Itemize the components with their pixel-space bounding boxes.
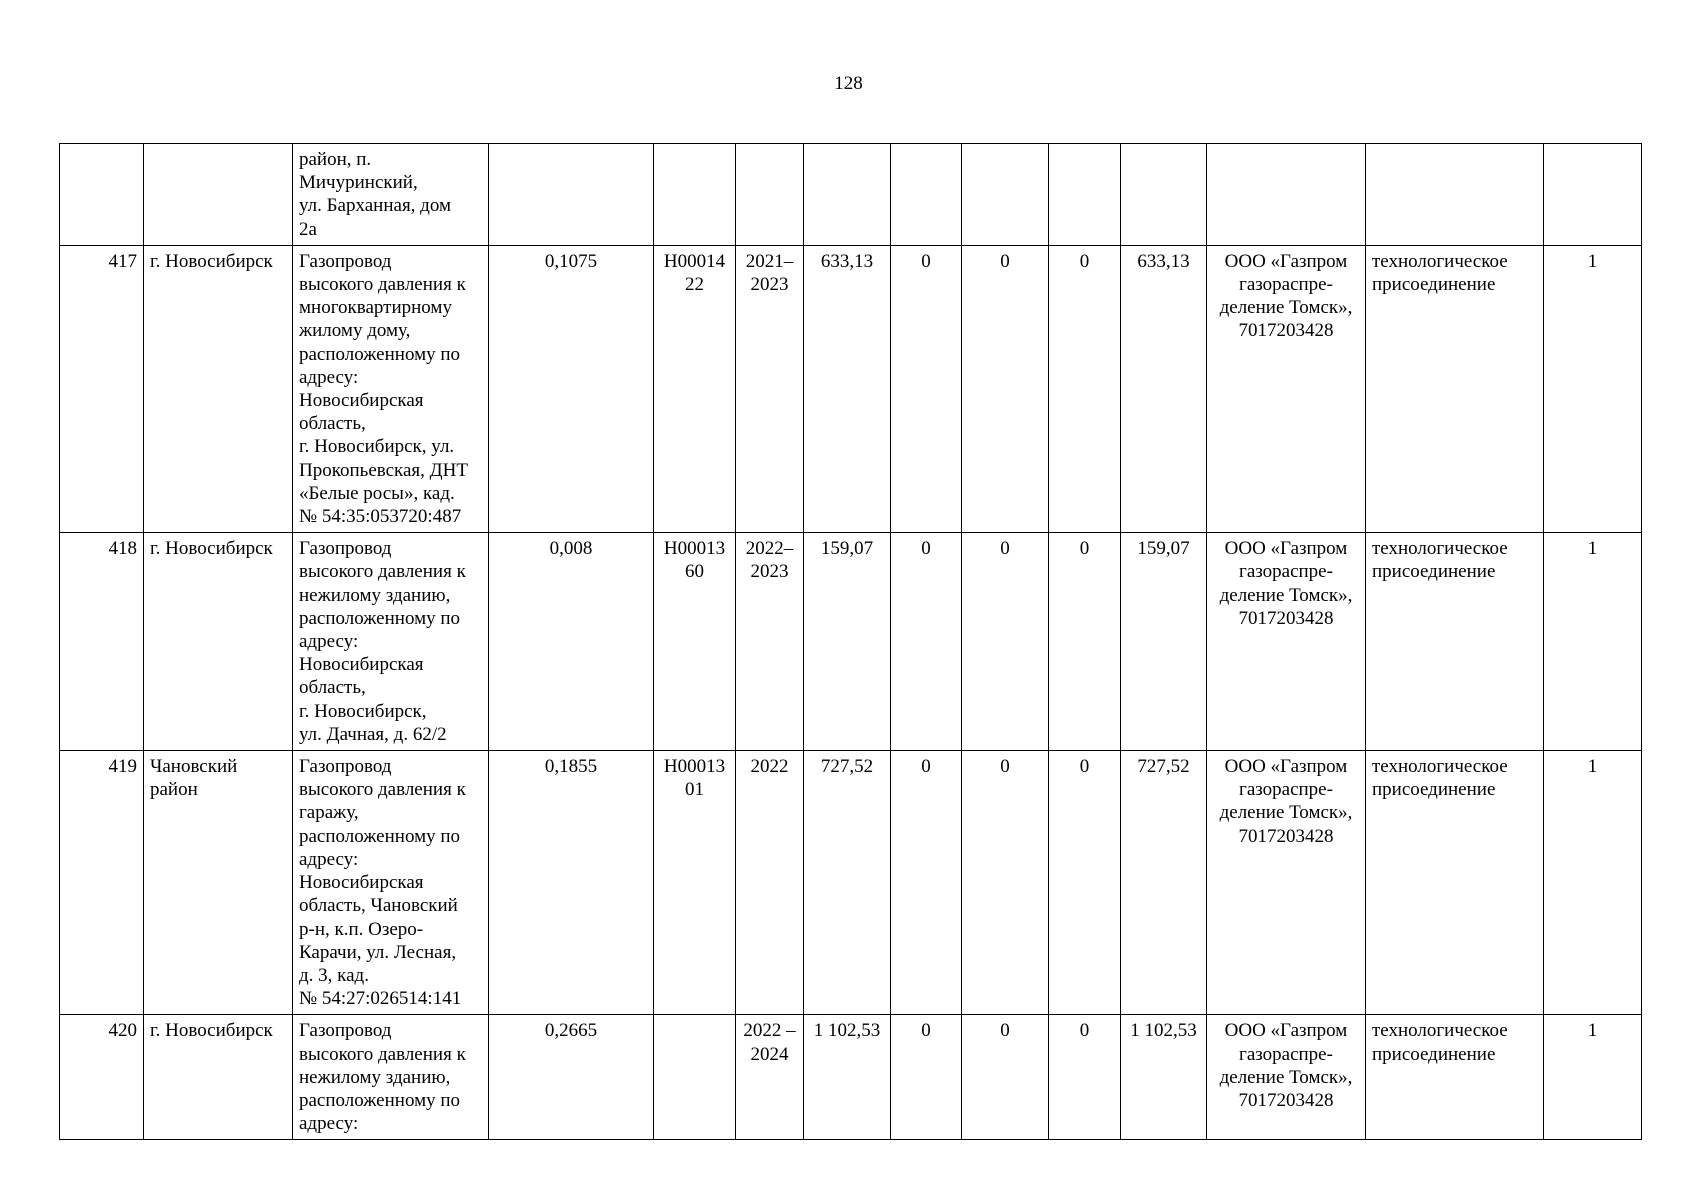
value-cell-2 (962, 144, 1049, 246)
object-text: Газопровод высокого давления к нежилому зданию, расположенному по адресу: Новосибирская область, г. Новосибирск, ул. Дачная, д. 62/2 (299, 538, 466, 745)
code-text: Н00014 22 (663, 250, 726, 296)
project-code-cell (654, 751, 736, 1015)
c4-text: 727,52 (1137, 756, 1190, 778)
c2-text: 0 (1000, 538, 1010, 560)
value-cell-1 (891, 533, 962, 751)
c1-text: 0 (921, 1020, 931, 1042)
total-cost-cell (804, 533, 891, 751)
period-cell (736, 1015, 804, 1140)
value-cell-2 (962, 751, 1049, 1015)
row-number-cell (60, 751, 144, 1015)
value-cell-3 (1049, 751, 1121, 1015)
c1-text: 0 (921, 538, 931, 560)
total-text: 727,52 (820, 756, 874, 778)
length-cell (489, 1015, 654, 1140)
length-cell (489, 533, 654, 751)
table-body (60, 144, 1642, 1140)
value-cell-4 (1121, 245, 1207, 532)
length-text: 0,1855 (544, 756, 598, 778)
purpose-cell (1366, 751, 1544, 1015)
last-text: 1 (1587, 250, 1598, 272)
period-cell (736, 533, 804, 751)
district-text: Чановский район (150, 756, 238, 801)
last-column-cell (1544, 533, 1642, 751)
object-text: Газопровод высокого давления к гаражу, расположенному по адресу: Новосибирская область, Чановский р-н, к.п. Озеро- Карачи, ул. Лесная, д. 3, кад. № 54:27:026514:141 (299, 756, 466, 1010)
table-row (60, 245, 1642, 532)
purpose-cell (1366, 533, 1544, 751)
length-cell (489, 144, 654, 246)
row-number-cell (60, 144, 144, 246)
organization-cell (1207, 751, 1366, 1015)
length-cell (489, 245, 654, 532)
district-text: г. Новосибирск (150, 250, 273, 272)
last-column-cell (1544, 1015, 1642, 1140)
c2-text: 0 (1000, 1020, 1010, 1042)
object-text: Газопровод высокого давления к нежилому зданию, расположенному по адресу: (299, 1020, 466, 1135)
c4-text: 159,07 (1137, 538, 1190, 560)
total-text: 1 102,53 (813, 1020, 881, 1042)
period-text: 2022 – 2024 (743, 1020, 796, 1065)
period-text: 2021– 2023 (745, 250, 794, 296)
purpose-cell (1366, 1015, 1544, 1140)
c3-text: 0 (1079, 756, 1090, 778)
org-text: ООО «Газпром газораспре- деление Томск», 7017203428 (1219, 1020, 1353, 1111)
period-cell (736, 144, 804, 246)
value-cell-1 (891, 245, 962, 532)
last-column-cell (1544, 245, 1642, 532)
total-cost-cell (804, 245, 891, 532)
org-text: ООО «Газпром газораспре- деление Томск», 7017203428 (1219, 756, 1353, 847)
project-code-cell (654, 144, 736, 246)
project-code-cell (654, 1015, 736, 1140)
row-number-cell (60, 245, 144, 532)
organization-cell (1207, 1015, 1366, 1140)
purpose-text: технологическое присоединение (1372, 538, 1508, 583)
row-number-cell (60, 533, 144, 751)
total-cost-cell (804, 1015, 891, 1140)
num-text: 418 (108, 538, 137, 560)
purpose-cell (1366, 245, 1544, 532)
row-number-cell (60, 1015, 144, 1140)
value-cell-3 (1049, 245, 1121, 532)
num-text: 419 (108, 756, 137, 778)
district-cell (144, 751, 293, 1015)
num-text: 420 (108, 1020, 137, 1042)
length-text: 0,008 (549, 538, 593, 560)
value-cell-2 (962, 1015, 1049, 1140)
last-text: 1 (1587, 756, 1598, 778)
value-cell-4 (1121, 1015, 1207, 1140)
object-description-cell (293, 533, 489, 751)
value-cell-4 (1121, 533, 1207, 751)
value-cell-1 (891, 1015, 962, 1140)
organization-cell (1207, 245, 1366, 532)
c4-text: 1 102,53 (1130, 1020, 1197, 1042)
period-text: 2022– 2023 (745, 538, 794, 583)
table-row (60, 1015, 1642, 1140)
district-cell (144, 245, 293, 532)
c3-text: 0 (1079, 1020, 1090, 1042)
total-text: 633,13 (820, 250, 874, 272)
value-cell-3 (1049, 144, 1121, 246)
code-text: Н00013 01 (663, 756, 726, 801)
district-cell (144, 144, 293, 246)
period-text: 2022 (750, 756, 789, 778)
district-cell (144, 1015, 293, 1140)
value-cell-4 (1121, 144, 1207, 246)
investment-program-table (59, 143, 1642, 1140)
district-text: г. Новосибирск (150, 538, 273, 560)
object-text: район, п. Мичуринский, ул. Барханная, дом 2а (299, 149, 452, 240)
organization-cell (1207, 533, 1366, 751)
last-text: 1 (1587, 1020, 1598, 1042)
period-cell (736, 245, 804, 532)
purpose-text: технологическое присоединение (1372, 1020, 1508, 1065)
object-description-cell (293, 245, 489, 532)
org-text: ООО «Газпром газораспре- деление Томск», 7017203428 (1219, 250, 1353, 342)
organization-cell (1207, 144, 1366, 246)
purpose-text: технологическое присоединение (1372, 250, 1508, 296)
district-cell (144, 533, 293, 751)
c1-text: 0 (921, 250, 931, 272)
value-cell-3 (1049, 533, 1121, 751)
total-cost-cell (804, 751, 891, 1015)
length-text: 0,2665 (544, 1020, 598, 1042)
purpose-text: технологическое присоединение (1372, 756, 1508, 801)
district-text: г. Новосибирск (150, 1020, 273, 1042)
c3-text: 0 (1079, 250, 1090, 272)
value-cell-2 (962, 533, 1049, 751)
project-code-cell (654, 245, 736, 532)
value-cell-2 (962, 245, 1049, 532)
purpose-cell (1366, 144, 1544, 246)
last-text: 1 (1587, 538, 1598, 560)
num-text: 417 (108, 250, 137, 272)
c2-text: 0 (1000, 250, 1010, 272)
c2-text: 0 (1000, 756, 1010, 778)
c1-text: 0 (921, 756, 931, 778)
table-row (60, 144, 1642, 246)
period-cell (736, 751, 804, 1015)
value-cell-4 (1121, 751, 1207, 1015)
project-code-cell (654, 533, 736, 751)
object-description-cell (293, 1015, 489, 1140)
value-cell-1 (891, 144, 962, 246)
c3-text: 0 (1079, 538, 1090, 560)
object-description-cell (293, 751, 489, 1015)
table-row (60, 533, 1642, 751)
total-cost-cell (804, 144, 891, 246)
object-description-cell (293, 144, 489, 246)
value-cell-3 (1049, 1015, 1121, 1140)
c4-text: 633,13 (1137, 250, 1190, 272)
org-text: ООО «Газпром газораспре- деление Томск», 7017203428 (1219, 538, 1353, 629)
code-text: Н00013 60 (663, 538, 726, 583)
length-text: 0,1075 (544, 250, 598, 272)
object-text: Газопровод высокого давления к многоквартирному жилому дому, расположенному по адресу: Новосибирская область, г. Новосибирск, ул. Прокопьевская, ДНТ «Белые росы», кад. № 54:35:053720:487 (299, 250, 468, 528)
table-row (60, 751, 1642, 1015)
last-column-cell (1544, 144, 1642, 246)
total-text: 159,07 (820, 538, 874, 560)
length-cell (489, 751, 654, 1015)
last-column-cell (1544, 751, 1642, 1015)
value-cell-1 (891, 751, 962, 1015)
page-number: 128 (834, 73, 863, 94)
